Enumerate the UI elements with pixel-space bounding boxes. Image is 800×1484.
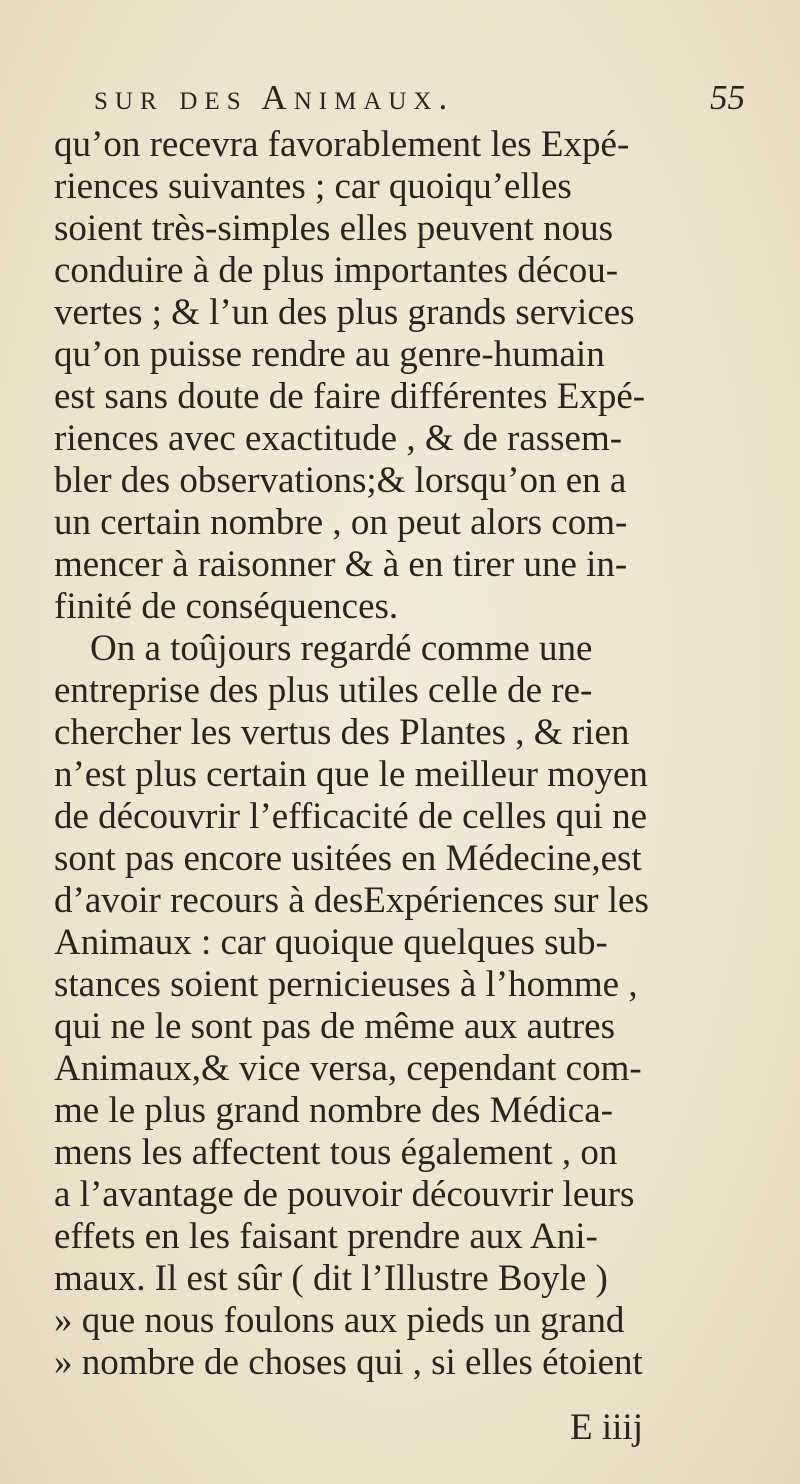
body-text <box>54 124 762 1384</box>
text-line: qu’on recevra favorablement les Expé- <box>54 124 630 165</box>
text-line: conduire à de plus importantes décou- <box>54 250 619 291</box>
text-line: mens les affectent tous également , on <box>54 1132 618 1173</box>
text-line: Animaux,& vice versa, cependant com- <box>54 1048 642 1089</box>
text-line: sont pas encore usitées en Médecine,est <box>54 838 642 879</box>
page-header <box>90 72 745 122</box>
text-line: qui ne le sont pas de même aux autres <box>54 1006 615 1047</box>
text-line: a l’avantage de pouvoir découvrir leurs <box>54 1174 635 1215</box>
text-line: entreprise des plus utiles celle de re- <box>54 670 593 711</box>
running-title: sur des Animaux. <box>94 78 455 117</box>
text-line: stances soient pernicieuses à l’homme , <box>54 964 638 1005</box>
page-number: 55 <box>710 78 745 117</box>
text-line: un certain nombre , on peut alors com- <box>54 502 628 543</box>
paragraph-start-line: On a toûjours regardé comme une <box>90 628 593 669</box>
text-line: chercher les vertus des Plantes , & rien <box>54 712 630 753</box>
text-line: de découvrir l’efficacité de celles qui ne <box>54 796 648 837</box>
text-line: bler des observations;& lorsqu’on en a <box>54 460 627 501</box>
text-line: effets en les faisant prendre aux Ani- <box>54 1216 598 1257</box>
text-line: finité de conséquences. <box>54 586 399 627</box>
text-line: vertes ; & l’un des plus grands services <box>54 292 635 333</box>
text-line: est sans doute de faire différentes Expé- <box>54 376 646 417</box>
text-line: riences suivantes ; car quoiqu’elles <box>54 166 572 207</box>
text-line: Animaux : car quoique quelques sub- <box>54 922 608 963</box>
text-line: d’avoir recours à desExpériences sur les <box>54 880 649 921</box>
signature-mark: E iiij <box>570 1407 643 1448</box>
text-line: soient très-simples elles peuvent nous <box>54 208 614 249</box>
quoted-line: » nombre de choses qui , si elles étoient <box>54 1342 643 1383</box>
text-line: maux. Il est sûr ( dit l’Illustre Boyle ) <box>54 1258 608 1299</box>
text-line: n’est plus certain que le meilleur moyen <box>54 754 648 795</box>
text-line: mencer à raisonner & à en tirer une in- <box>54 544 628 585</box>
text-line: qu’on puisse rendre au genre-humain <box>54 334 605 375</box>
text-line: riences avec exactitude , & de rassem- <box>54 418 623 459</box>
text-line: me le plus grand nombre des Médica- <box>54 1090 613 1131</box>
quoted-line: » que nous foulons aux pieds un grand <box>54 1300 625 1341</box>
